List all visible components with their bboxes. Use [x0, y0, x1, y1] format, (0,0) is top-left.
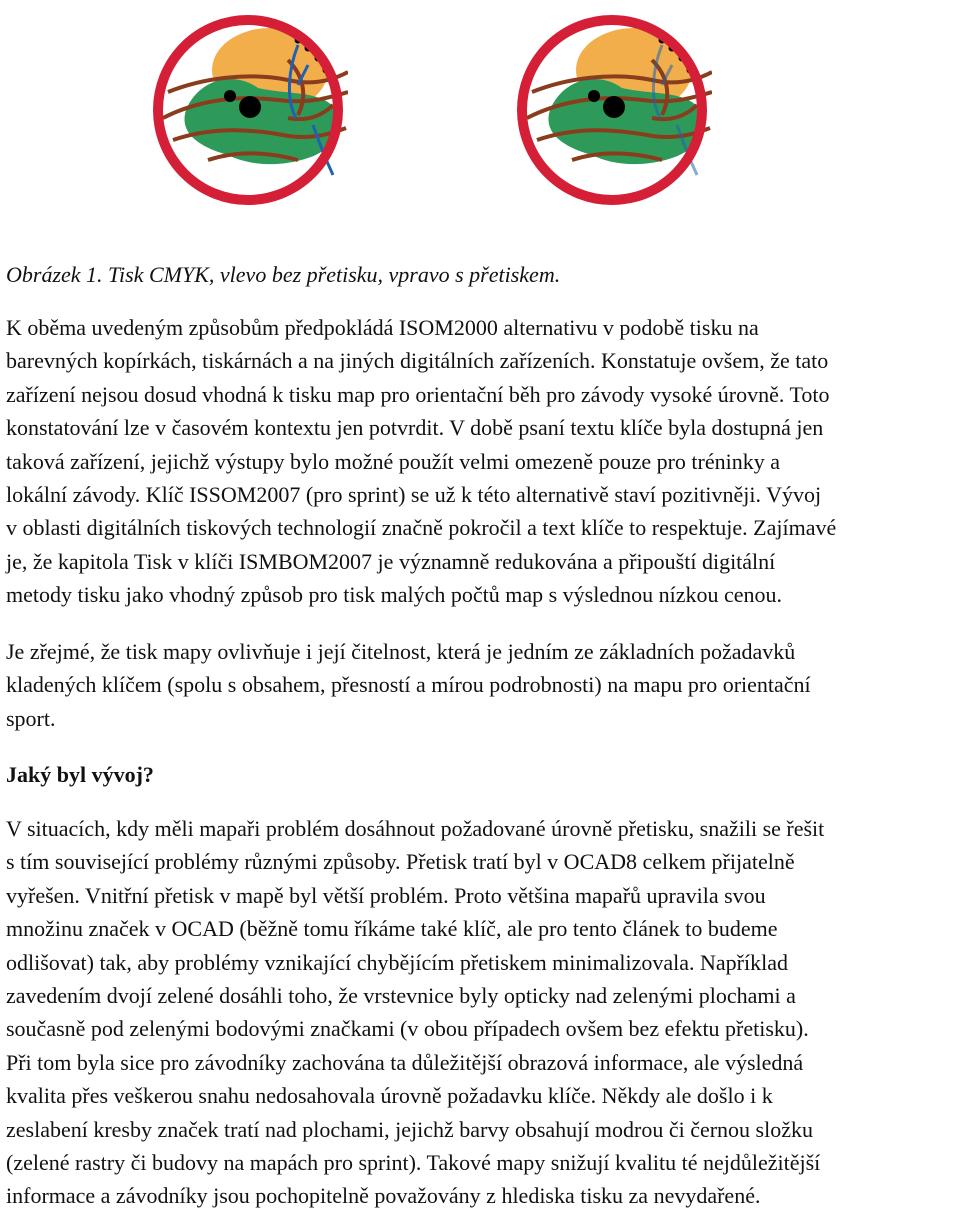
text-line: konstatování lze v časovém kontextu jen potvrdit. V době psaní textu klíče byla dostupná jen [6, 415, 824, 441]
text-line: Při tom byla sice pro závodníky zachována ta důležitější obrazová informace, ale výsledná [6, 1049, 804, 1075]
text-line: taková zařízení, jejichž výstupy bylo možné použít velmi omezeně pouze pro tréninky a [6, 448, 781, 474]
text-line: informace a závodníky jsou pochopitelně považovány z hlediska tisku za nevydařené. [6, 1183, 761, 1209]
text-line: zavedením dvojí zelené dosáhli toho, že vrstevnice byly opticky nad zelenými plochami a [6, 983, 796, 1009]
text-line: vyřešen. Vnitřní přetisk v mapě byl větší problém. Proto většina mapařů upravila svou [6, 882, 766, 908]
text-line: zeslabení kresby značek tratí nad plochami, jejichž barvy obsahují modrou či černou složku [6, 1116, 813, 1142]
paragraph-2 [6, 635, 958, 735]
text-line: barevných kopírkách, tiskárnách a na jiných digitálních zařízeních. Konstatuje ovšem, že tato [6, 348, 829, 374]
map-illustration-without-overprint [148, 0, 348, 215]
text-line: s tím související problémy různými způsoby. Přetisk tratí byl v OCAD8 celkem přijatelně [6, 849, 795, 875]
figure-caption: Obrázek 1. Tisk CMYK, vlevo bez přetisku, vpravo s přetiskem. [6, 262, 561, 287]
text-line: lokální závody. Klíč ISSOM2007 (pro sprint) se už k této alternativě staví pozitivněji. Vývoj [6, 482, 822, 508]
text-line: metody tisku jako vhodný způsob pro tisk malých počtů map s výslednou nízkou cenou. [6, 582, 783, 608]
text-line: kladených klíčem (spolu s obsahem, přesností a mírou podrobnosti) na mapu pro orientační [6, 672, 811, 698]
paragraph-1 [6, 311, 958, 612]
text-line: odlišovat) tak, aby problémy vznikající chybějícím přetiskem minimalizovala. Například [6, 949, 788, 975]
text-line: Je zřejmé, že tisk mapy ovlivňuje i její čitelnost, která je jedním ze základních požadavků [6, 639, 796, 664]
figure [0, 0, 960, 220]
text-line: současně pod zelenými bodovými značkami (v obou případech ovšem bez efektu přetisku). [6, 1016, 809, 1042]
text-line: množinu značek v OCAD (běžně tomu říkáme také klíč, ale pro tento článek to budeme [6, 916, 778, 942]
text-line: K oběma uvedeným způsobům předpokládá ISOM2000 alternativu v podobě tisku na [6, 315, 759, 340]
text-line: kvalita přes veškerou snahu nedosahovala úrovně požadavku klíče. Někdy ale došlo i k [6, 1083, 773, 1109]
text-line: je, že kapitola Tisk v klíči ISMBOM2007 je významně redukována a připouští digitální [6, 548, 776, 574]
text-line: sport. [6, 705, 56, 731]
text-line: V situacích, kdy měli mapaři problém dosáhnout požadované úrovně přetisku, snažili se řešit [6, 816, 825, 841]
section-heading: Jaký byl vývoj? [6, 762, 154, 787]
text-line: v oblasti digitálních tiskových technologií značně pokročil a text klíče to respektuje. Zajímavé [6, 515, 837, 541]
text-line: zařízení nejsou dosud vhodná k tisku map pro orientační běh pro závody vysoké úrovně. Toto [6, 381, 830, 407]
text-line: (zelené rastry či budovy na mapách pro sprint). Takové mapy snižují kvalitu té nejdůležitější [6, 1150, 821, 1176]
paragraph-3 [6, 812, 958, 1213]
map-illustration-with-overprint [512, 0, 712, 215]
